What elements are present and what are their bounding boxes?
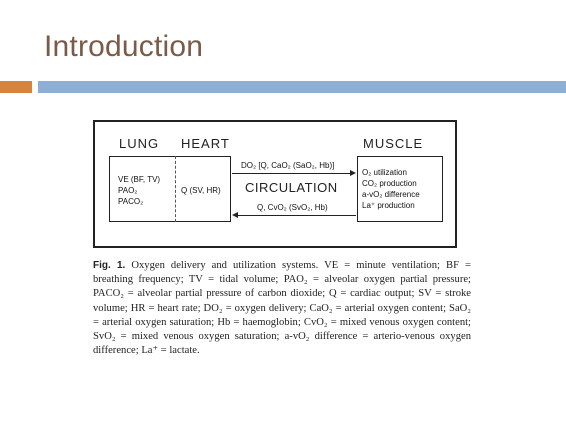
top-arrow-label: DO₂ [Q, CaO₂ (SaO₂, Hb)] — [241, 161, 335, 170]
bottom-arrow-label: Q, CvO₂ (SvO₂, Hb) — [257, 203, 328, 212]
heart-header: HEART — [181, 136, 230, 151]
caption-label: Fig. 1. — [93, 260, 126, 271]
title-underline-bar — [38, 81, 566, 93]
figure-caption — [93, 259, 471, 358]
muscle-o2-utilization: O₂ utilization — [362, 168, 407, 177]
lung-heart-divider — [175, 156, 176, 222]
lung-variable-ve: VE (BF, TV) — [118, 175, 161, 184]
title-accent-bar — [0, 81, 32, 93]
heart-variable-q: Q (SV, HR) — [181, 186, 221, 195]
oxygen-system-diagram — [93, 120, 457, 248]
caption-text: Oxygen delivery and utilization systems. VE = minute ventilation; BF = breathing frequency; TV = tidal volume; PAO₂ = alveolar oxygen partial pressure; PACO₂ = alveolar partial pressure of carbon dioxide; Q = cardiac output; SV = stroke volume; HR = heart rate; DO₂ = oxygen delivery; CaO₂ = arterial oxygen content; SaO₂ = arterial oxygen saturation; Hb = haemoglobin; CvO₂ = mixed venous oxygen content; SvO₂ = mixed venous oxygen saturation; a-vO₂ difference = arterio-venous oxygen difference; La⁺ = lactate. — [93, 260, 471, 357]
muscle-header: MUSCLE — [363, 136, 424, 151]
lung-variable-paco2: PACO₂ — [118, 197, 144, 206]
lung-heart-box — [109, 156, 231, 222]
slide-title: Introduction — [44, 30, 204, 63]
muscle-box — [357, 156, 443, 222]
delivery-arrow-head — [350, 170, 356, 176]
muscle-lactate-production: La⁺ production — [362, 201, 415, 210]
delivery-arrow-line — [232, 173, 350, 174]
lung-header: LUNG — [119, 136, 160, 151]
return-arrow-line — [238, 215, 356, 216]
circulation-label: CIRCULATION — [245, 180, 338, 195]
muscle-co2-production: CO₂ production — [362, 179, 417, 188]
muscle-avo2-difference: a-vO₂ difference — [362, 190, 420, 199]
lung-variable-pao2: PAO₂ — [118, 186, 138, 195]
